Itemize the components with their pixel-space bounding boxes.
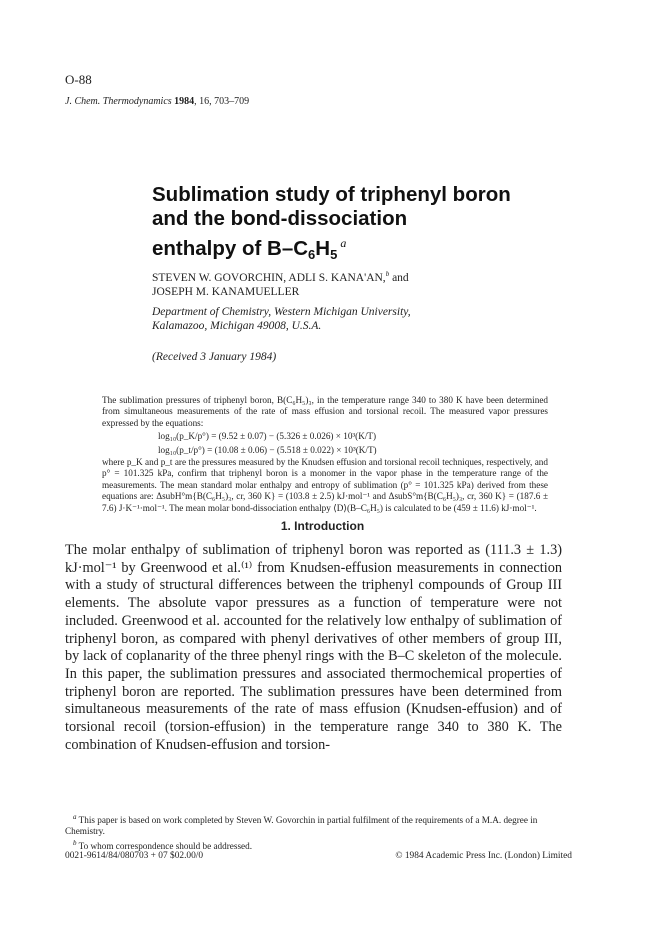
affiliation-line-1: Department of Chemistry, Western Michigan University,	[152, 306, 411, 318]
abstract-paragraph-1: The sublimation pressures of triphenyl boron, B(C₆H₅)₃, in the temperature range 340 to 380 K have been determined from simultaneous measurements of the rate of mass effusion and torsional recoil. The measured vapor pressures expressed by the equations:	[102, 395, 548, 428]
footer-copyright: © 1984 Academic Press Inc. (London) Limited	[395, 851, 572, 861]
introduction-paragraph: The molar enthalpy of sublimation of triphenyl boron was reported as (111.3 ± 1.3) kJ·mol⁻¹ by Greenwood et al.⁽¹⁾ from Knudsen-effusion measurements in connection with a study of structural differences between the triphenyl compounds of Group III elements. The absolute vapor pressures as a function of temperature were not included. Greenwood et al. accounted for the relatively low enthalpy of sublimation of triphenyl boron, as compared with phenyl derivatives of other members of group III, by lack of coplanarity of the three phenyl rings with the B–C skeleton of the molecule. In this paper, the sublimation pressures and associated thermochemical properties of triphenyl boron are reported. The sublimation pressures have been determined from simultaneous measurements of the rate of mass effusion (Knudsen-effusion) and of torsional recoil (torsion-effusion) in the temperature range 340 to 380 K. The combination of Knudsen-effusion and torsion-	[65, 542, 562, 753]
title-sub-1: 6	[308, 246, 316, 262]
authors-line-1	[152, 267, 409, 285]
footnote-a	[65, 812, 562, 838]
affiliation-line-2: Kalamazoo, Michigan 49008, U.S.A.	[152, 320, 322, 332]
equation-knudsen: log₁₀(p_K/p°) = (9.52 ± 0.07) − (5.326 ± 0.026) × 10³(K/T)	[158, 431, 377, 442]
authors-line-2: JOSEPH M. KANAMUELLER	[152, 285, 300, 298]
title-line-2: and the bond-dissociation	[152, 207, 408, 230]
abstract-paragraph-2: where p_K and p_t are the pressures measured by the Knudsen effusion and torsional recoil techniques, respectively, and p° = 101.325 kPa, confirm that triphenyl boron is a monomer in the vapor phase in the temperature range of the measurements. The mean standard molar enthalpy and entropy of sublimation (p° = 101.325 kPa) derived from these equations are: ΔsubH°m{B(C₆H₅)₃, cr, 360 K} = (103.8 ± 2.5) kJ·mol⁻¹ and ΔsubS°m{B(C₆H₅)₃, cr, 360 K} = (187.6 ± 7.6) J·K⁻¹·mol⁻¹. The mean molar bond-dissociation enthalpy ⟨D⟩(B–C₆H₅) is calculated to be (459 ± 11.6) kJ·mol⁻¹.	[102, 457, 548, 513]
journal-year: 1984	[174, 96, 195, 107]
title-line-3-mid: H	[315, 236, 331, 260]
title-footnote-mark: a	[337, 236, 347, 250]
footnote-a-mark: a	[73, 813, 77, 821]
title-sub-2: 5	[330, 246, 338, 262]
abstract	[102, 395, 548, 514]
authors-line-1-and: and	[389, 271, 409, 284]
author-footnote-mark: b	[385, 270, 390, 278]
paper-title	[152, 183, 572, 267]
journal-citation	[65, 96, 249, 107]
footnote-b-text: To whom correspondence should be addressed.	[76, 840, 252, 851]
manuscript-code: O-88	[65, 72, 92, 87]
title-line-1: Sublimation study of triphenyl boron	[152, 183, 511, 206]
section-heading: 1. Introduction	[280, 519, 365, 533]
received-date: (Received 3 January 1984)	[152, 351, 277, 363]
authors-line-1-text: STEVEN W. GOVORCHIN, ADLI S. KANA'AN,	[152, 271, 386, 284]
affiliation	[152, 305, 411, 333]
footer-issn: 0021-9614/84/080703 + 07 $02.00/0	[65, 851, 204, 861]
journal-name: J. Chem. Thermodynamics	[65, 96, 172, 107]
footnotes	[65, 812, 562, 852]
author-list	[152, 267, 409, 299]
title-line-3-prefix: enthalpy of B–C	[152, 236, 309, 260]
title-line-3	[152, 231, 572, 267]
footnote-b-mark: b	[73, 838, 77, 847]
equation-torsion: log₁₀(p_t/p°) = (10.08 ± 0.06) − (5.518 ± 0.022) × 10³(K/T)	[158, 444, 377, 455]
journal-volume-pages: , 16, 703–709	[194, 96, 250, 107]
footnote-a-text: This paper is based on work completed by Steven W. Govorchin in partial fulfilment of the requirements of a M.A. degree in Chemistry.	[65, 815, 538, 837]
